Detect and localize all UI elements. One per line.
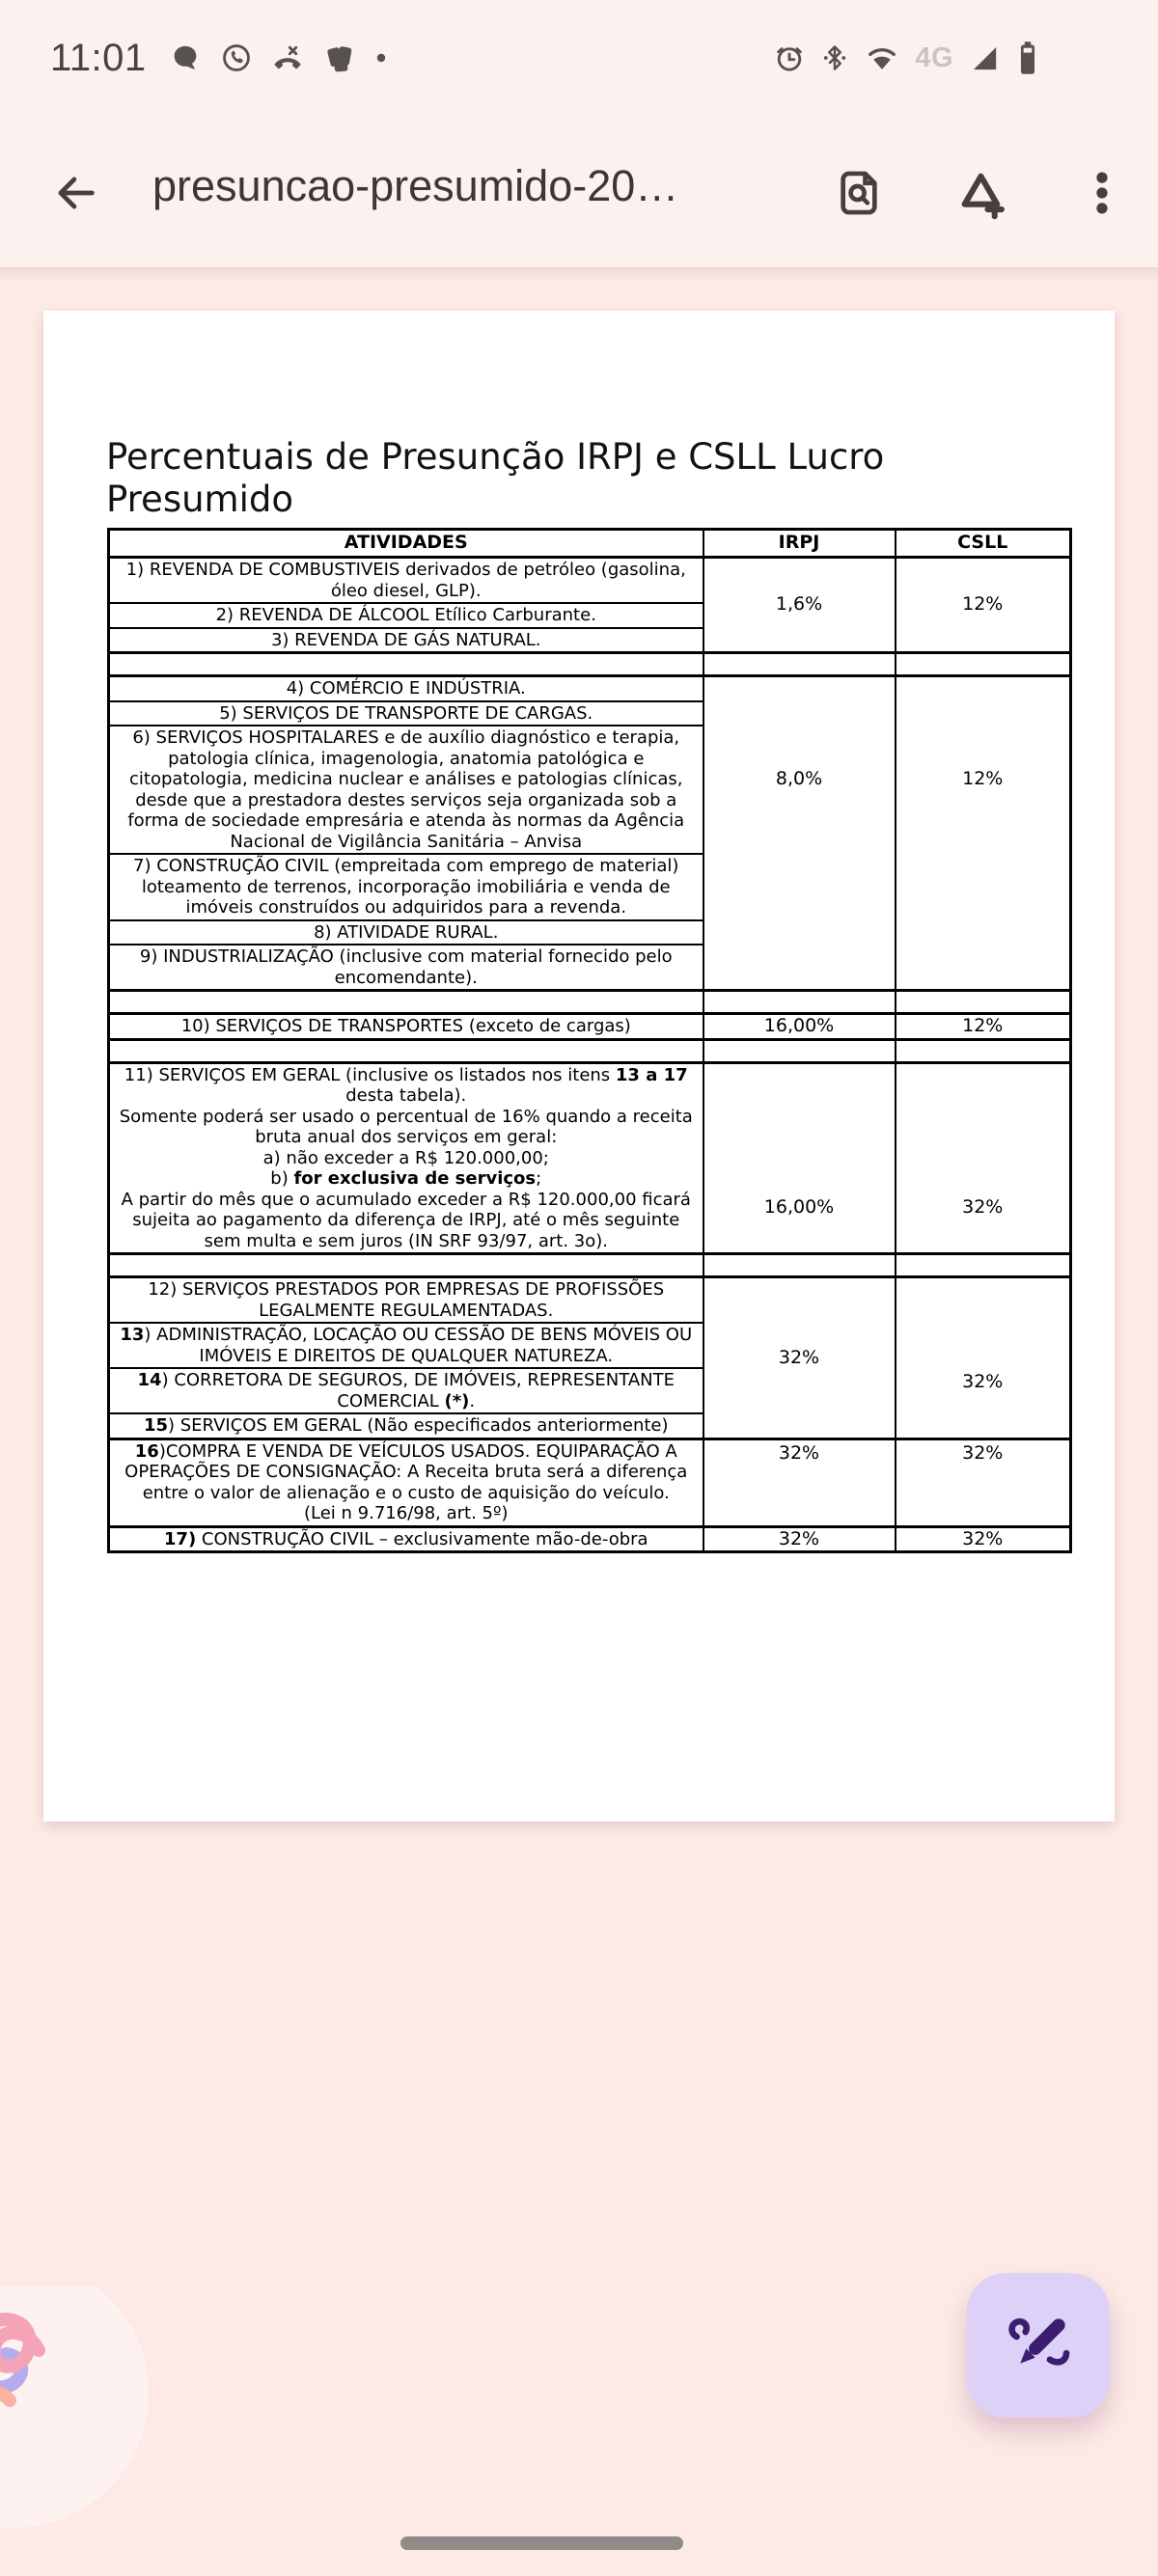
spacer-row bbox=[109, 1039, 1071, 1062]
activity-cell: 3) REVENDA DE GÁS NATURAL. bbox=[109, 628, 703, 653]
table-row bbox=[109, 1062, 1071, 1254]
column-header: ATIVIDADES bbox=[109, 530, 703, 558]
irpj-value-cell: 32% bbox=[703, 1277, 896, 1439]
back-button[interactable] bbox=[50, 168, 100, 218]
missed-call-icon bbox=[271, 41, 304, 74]
irpj-value-cell: 32% bbox=[703, 1439, 896, 1526]
activity-cell: 12) SERVIÇOS PRESTADOS POR EMPRESAS DE PROFISSÕES LEGALMENTE REGULAMENTADAS. bbox=[109, 1277, 703, 1324]
pdf-page-viewer[interactable] bbox=[43, 311, 1115, 1822]
activity-cell: 16)COMPRA E VENDA DE VEÍCULOS USADOS. EQUIPARAÇÃO A OPERAÇÕES DE CONSIGNAÇÃO: A Receita bruta será a diferença entre o valor de alienação e o custo de aquisição do veículo. (Lei n 9.716/98, art. 5º) bbox=[109, 1439, 703, 1526]
annotate-pen-icon bbox=[998, 2305, 1079, 2386]
activity-cell: 8) ATIVIDADE RURAL. bbox=[109, 920, 703, 945]
irpj-value-cell: 32% bbox=[703, 1526, 896, 1552]
spacer-row bbox=[109, 991, 1071, 1014]
activity-cell: 17) CONSTRUÇÃO CIVIL – exclusivamente mão-de-obra bbox=[109, 1526, 703, 1552]
csll-value-cell: 12% bbox=[896, 558, 1071, 653]
irpj-value-cell: 1,6% bbox=[703, 558, 896, 653]
whatsapp-icon bbox=[220, 41, 253, 74]
chat-bubble-icon bbox=[169, 41, 202, 74]
spacer-row bbox=[109, 653, 1071, 676]
activity-cell: 14) CORRETORA DE SEGUROS, DE IMÓVEIS, REPRESENTANTE COMERCIAL (*). bbox=[109, 1368, 703, 1413]
activity-cell: 11) SERVIÇOS EM GERAL (inclusive os listados nos itens 13 a 17 desta tabela). Somente poderá ser usado o percentual de 16% quando a receita bruta anual dos serviços em geral: a) não exceder a R$ 120.000,00; b) for exclusiva de serviços; A partir do mês que o acumulado exceder a R$ 120.000,00 ficará sujeita ao pagamento da diferença de IRPJ, até o mês seguinte sem multa e sem juros (IN SRF 93/97, art. 3o). bbox=[109, 1062, 703, 1254]
column-header: IRPJ bbox=[703, 530, 896, 558]
top-bar bbox=[0, 0, 1158, 267]
table-row bbox=[109, 1439, 1071, 1526]
activity-cell: 5) SERVIÇOS DE TRANSPORTE DE CARGAS. bbox=[109, 701, 703, 726]
irpj-value-cell: 16,00% bbox=[703, 1062, 896, 1254]
photos-stack-icon bbox=[322, 41, 357, 74]
bluetooth-icon bbox=[820, 41, 849, 74]
app-bar bbox=[0, 147, 1158, 239]
add-to-drive-button[interactable] bbox=[953, 166, 1007, 220]
table-header-row bbox=[109, 530, 1071, 558]
notification-dot-icon bbox=[375, 52, 387, 64]
csll-value-cell: 32% bbox=[896, 1526, 1071, 1552]
activity-cell: 9) INDUSTRIALIZAÇÃO (inclusive com material fornecido pelo encomendante). bbox=[109, 945, 703, 991]
alarm-clock-icon bbox=[773, 41, 806, 74]
column-header: CSLL bbox=[896, 530, 1071, 558]
irpj-value-cell: 8,0% bbox=[703, 676, 896, 991]
network-type-label: 4G bbox=[915, 41, 953, 73]
status-bar-left bbox=[50, 29, 387, 87]
csll-value-cell: 32% bbox=[896, 1277, 1071, 1439]
activity-cell: 15) SERVIÇOS EM GERAL (Não especificados anteriormente) bbox=[109, 1413, 703, 1439]
document-filename-title: presuncao-presumido-20… bbox=[152, 161, 679, 210]
battery-icon bbox=[1015, 39, 1040, 77]
table-row bbox=[109, 1014, 1071, 1040]
activity-cell: 10) SERVIÇOS DE TRANSPORTES (exceto de cargas) bbox=[109, 1014, 703, 1040]
activity-cell: 2) REVENDA DE ÁLCOOL Etílico Carburante. bbox=[109, 603, 703, 628]
csll-value-cell: 32% bbox=[896, 1439, 1071, 1526]
document-heading: Percentuais de Presunção IRPJ e CSLL Lucro Presumido bbox=[106, 436, 885, 520]
presumption-table bbox=[107, 528, 1072, 1553]
csll-value-cell: 32% bbox=[896, 1062, 1071, 1254]
table-row bbox=[109, 1526, 1071, 1552]
table-row bbox=[109, 676, 1071, 701]
activity-cell: 13) ADMINISTRAÇÃO, LOCAÇÃO OU CESSÃO DE BENS MÓVEIS OU IMÓVEIS E DIREITOS DE QUALQUER NATUREZA. bbox=[109, 1323, 703, 1368]
table-row bbox=[109, 558, 1071, 604]
clock-time: 11:01 bbox=[50, 36, 147, 79]
wallpaper-knot-decoration bbox=[0, 2287, 214, 2537]
irpj-value-cell: 16,00% bbox=[703, 1014, 896, 1040]
find-in-page-button[interactable] bbox=[832, 166, 886, 220]
csll-value-cell: 12% bbox=[896, 1014, 1071, 1040]
cellular-signal-icon bbox=[968, 41, 1001, 74]
activity-cell: 1) REVENDA DE COMBUSTIVEIS derivados de petróleo (gasolina, óleo diesel, GLP). bbox=[109, 558, 703, 604]
activity-cell: 7) CONSTRUÇÃO CIVIL (empreitada com emprego de material) loteamento de terrenos, incorporação imobiliária e venda de imóveis construídos ou adquiridos para a revenda. bbox=[109, 854, 703, 920]
annotate-fab-button[interactable] bbox=[967, 2273, 1110, 2418]
wifi-icon bbox=[864, 41, 900, 74]
table-row bbox=[109, 1277, 1071, 1324]
overflow-menu-button[interactable] bbox=[1075, 166, 1129, 220]
gesture-navigation-handle[interactable] bbox=[400, 2536, 683, 2550]
status-bar-right bbox=[773, 29, 1040, 87]
spacer-row bbox=[109, 1254, 1071, 1277]
activity-cell: 6) SERVIÇOS HOSPITALARES e de auxílio diagnóstico e terapia, patologia clínica, imagenologia, anatomia patológica e citopatologia, medicina nuclear e análises e patologias clínicas, desde que a prestadora destes serviços seja organizada sob a forma de sociedade empresária e atenda às normas da Agência Nacional de Vigilância Sanitária – Anvisa bbox=[109, 726, 703, 854]
csll-value-cell: 12% bbox=[896, 676, 1071, 991]
activity-cell: 4) COMÉRCIO E INDÚSTRIA. bbox=[109, 676, 703, 701]
